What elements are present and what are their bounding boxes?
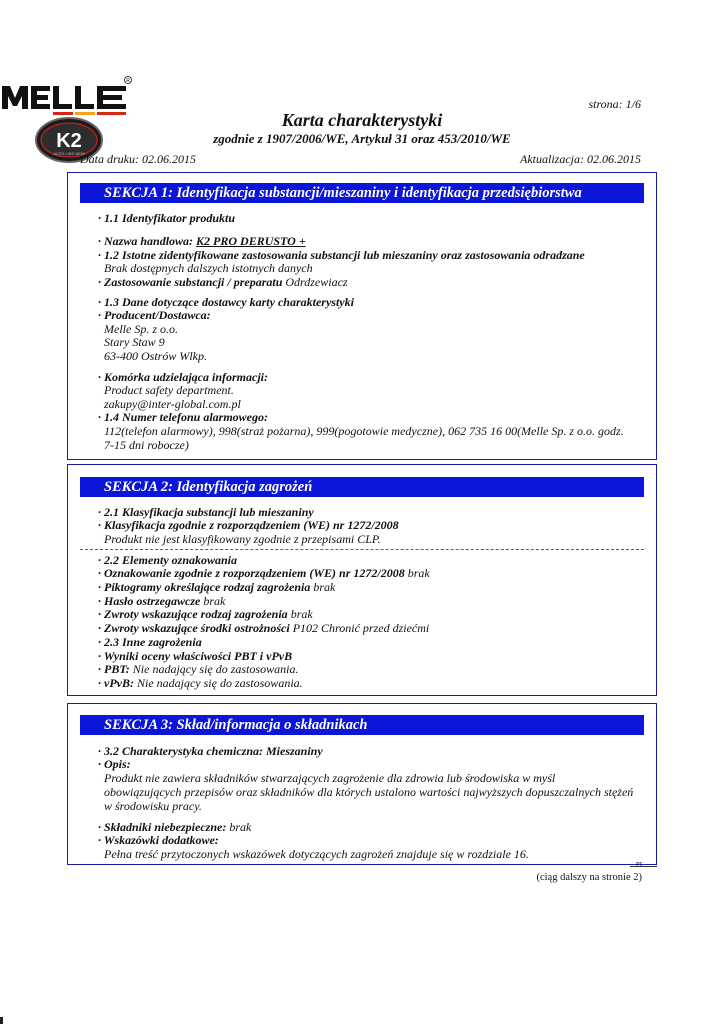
supplier-label: · 1.3 Dane dotyczące dostawcy karty charakterystyki: [98, 295, 354, 309]
info-label: · Komórka udzielająca informacji:: [98, 370, 269, 384]
signal-word-label: · Hasło ostrzegawcze: [98, 594, 204, 608]
update-date: Aktualizacja: 02.06.2015: [520, 152, 641, 166]
additional-info-label: · Wskazówki dodatkowe:: [98, 833, 219, 847]
melle-logo-text: MELLE: [2, 121, 6, 122]
application-value: Odrdzewiacz: [285, 275, 348, 289]
dangerous-components-label: · Składniki niebezpieczne:: [98, 820, 230, 834]
emergency-label: · 1.4 Numer telefonu alarmowego:: [98, 410, 268, 424]
precaution-value: P102 Chronić przed dziećmi: [292, 621, 430, 635]
application-label: · Zastosowanie substancji / preparatu: [98, 275, 286, 289]
info-line: Product safety department.: [104, 383, 234, 397]
product-identifier-label: · 1.1 Identyfikator produktu: [98, 211, 236, 225]
hazard-statements-label: · Zwroty wskazujące rodzaj zagrożenia: [98, 607, 291, 621]
footer-rule: [630, 866, 657, 867]
application-row: [98, 275, 348, 289]
producer-line: Stary Staw 9: [104, 335, 165, 349]
pbt-row: [98, 662, 298, 676]
trade-name-value: K2 PRO DERUSTO +: [196, 234, 306, 248]
other-hazards-label: · 2.3 Inne zagrożenia: [98, 635, 202, 649]
description-line: Produkt nie zawiera składników stwarzających zagrożenie dla zdrowia lub środowiska w myśl: [104, 771, 556, 785]
section-3-heading: SEKCJA 3: Skład/informacja o składnikach: [80, 715, 644, 735]
pictograms-value: brak: [313, 580, 336, 594]
k2-tagline: AUTO LIKE NEW: [53, 151, 85, 156]
emergency-line: 112(telefon alarmowy), 998(straż pożarna), 999(pogotowie medyczne), 062 735 16 00(Melle Sp. z o.o. godz.: [104, 424, 624, 438]
pbt-results-label: · Wyniki oceny właściwości PBT i vPvB: [98, 649, 293, 663]
description-label: · Opis:: [98, 757, 131, 771]
description-line: w środowisku pracy.: [104, 799, 202, 813]
vpvb-row: [98, 676, 303, 690]
classification-label: · 2.1 Klasyfikacja substancji lub mieszaniny: [98, 505, 314, 519]
label-elements: · 2.2 Elementy oznakowania: [98, 553, 238, 567]
vpvb-label: · vPvB:: [98, 676, 137, 690]
section-2-heading: SEKCJA 2: Identyfikacja zagrożeń: [80, 477, 644, 497]
additional-info-text: Pełna treść przytoczonych wskazówek dotyczących zagrożeń znajduje się w rozdziale 16.: [104, 847, 529, 861]
producer-line: Melle Sp. z o.o.: [104, 322, 178, 336]
labelling-value: brak: [407, 566, 430, 580]
regulation-text: Produkt nie jest klasyfikowany zgodnie z przepisami CLP.: [104, 532, 381, 546]
page-edge-mark: [0, 1017, 3, 1024]
hazard-statements-value: brak: [290, 607, 313, 621]
language-code: PL: [635, 861, 644, 869]
pictograms-row: [98, 580, 335, 594]
signal-word-value: brak: [203, 594, 226, 608]
page-number: strona: 1/6: [588, 97, 641, 111]
section-1-heading: SEKCJA 1: Identyfikacja substancji/mieszaniny i identyfikacja przedsiębiorstwa: [80, 183, 644, 203]
svg-text:R: R: [126, 78, 130, 84]
pbt-value: Nie nadający się do zastosowania.: [132, 662, 299, 676]
labelling-row: [98, 566, 430, 580]
labelling-label: · Oznakowanie zgodnie z rozporządzeniem (WE) nr 1272/2008: [98, 566, 408, 580]
precaution-label: · Zwroty wskazujące środki ostrożności: [98, 621, 293, 635]
producer-label: · Producent/Dostawca:: [98, 308, 211, 322]
pbt-label: · PBT:: [98, 662, 133, 676]
signal-word-row: [98, 594, 225, 608]
regulation-label: · Klasyfikacja zgodnie z rozporządzeniem (WE) nr 1272/2008: [98, 518, 399, 532]
uses-label: · 1.2 Istotne zidentyfikowane zastosowania substancji lub mieszaniny oraz zastosowania odradzane: [98, 248, 585, 262]
producer-line: 63-400 Ostrów Wlkp.: [104, 349, 207, 363]
trade-name-row: [98, 234, 306, 248]
continued-note: (ciąg dalszy na stronie 2): [536, 872, 642, 883]
vpvb-value: Nie nadający się do zastosowania.: [136, 676, 303, 690]
precaution-row: [98, 621, 429, 635]
section-1: [67, 172, 657, 460]
document-title: Karta charakterystyki: [281, 110, 443, 130]
dashed-separator: [80, 549, 644, 550]
emergency-line: 7-15 dni robocze): [104, 438, 189, 452]
print-date: Data druku: 02.06.2015: [80, 152, 196, 166]
dangerous-components-value: brak: [229, 820, 252, 834]
chemical-characteristics: · 3.2 Charakterystyka chemiczna: Mieszaniny: [98, 744, 323, 758]
section-2: [67, 464, 657, 696]
k2-logo-text: K2: [56, 130, 82, 152]
document-subtitle: zgodnie z 1907/2006/WE, Artykuł 31 oraz 453/2010/WE: [213, 131, 511, 146]
trade-name-label: · Nazwa handlowa:: [98, 234, 197, 248]
description-line: obowiązujących przepisów oraz składników dla których ustalono wartości najwyższych dopuszczalnych stężeń: [104, 785, 634, 799]
uses-text: Brak dostępnych dalszych istotnych danych: [104, 261, 313, 275]
section-3: [67, 703, 657, 865]
hazard-statements-row: [98, 607, 313, 621]
dangerous-components-row: [98, 820, 251, 834]
info-email: zakupy@inter-global.com.pl: [104, 397, 241, 411]
pictograms-label: · Piktogramy określające rodzaj zagrożenia: [98, 580, 314, 594]
